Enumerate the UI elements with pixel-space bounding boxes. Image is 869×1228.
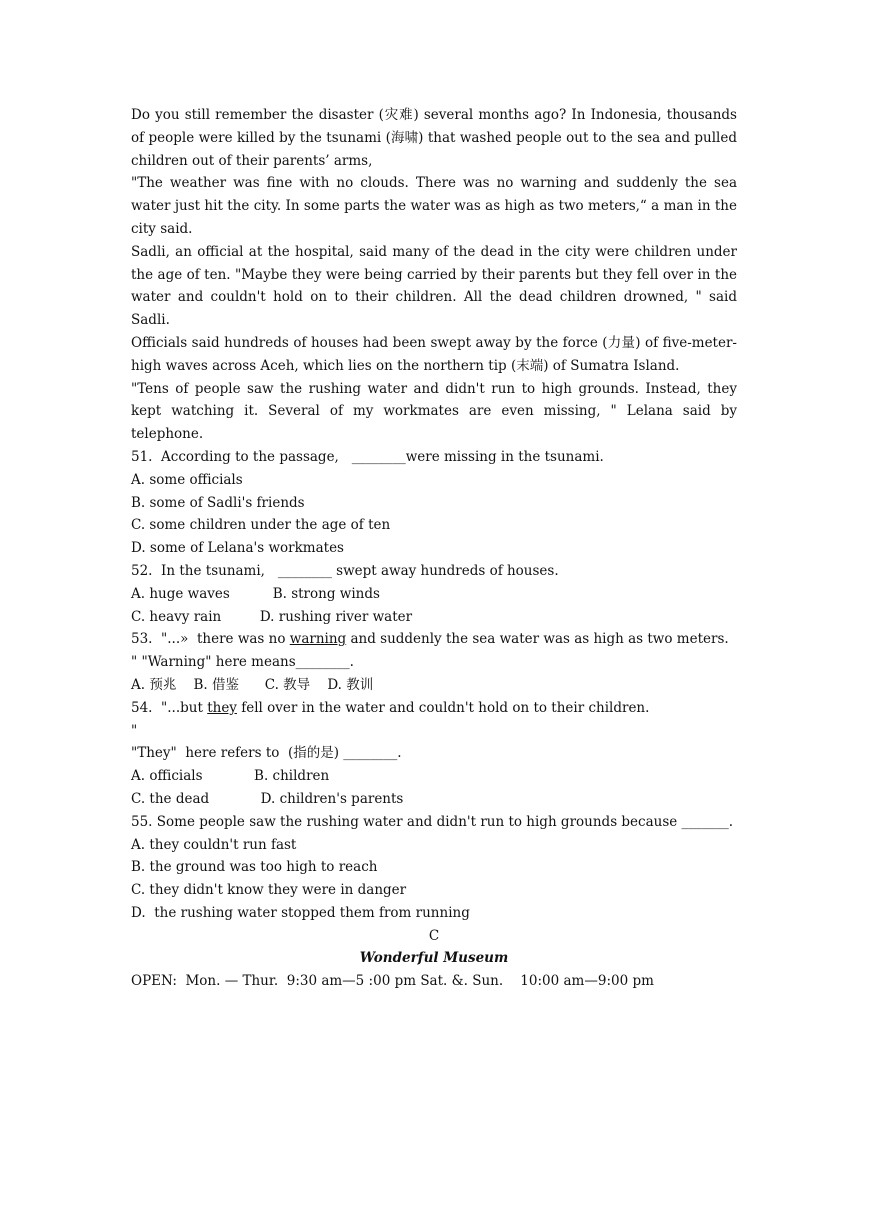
question-54-underlined-word: they — [207, 699, 237, 716]
question-53-options: A. 预兆 B. 借鉴 C. 教导 D. 教训 — [131, 676, 374, 693]
question-54-line-2: " — [131, 722, 138, 739]
passage-paragraph-1: Do you still remember the disaster (灾难) several months ago? In Indonesia, thousands of people were killed by the tsunami (海啸) that washed people out to the sea and pulled children out of their parents’ arms, — [131, 107, 737, 169]
passage-paragraph-4: Officials said hundreds of houses had been swept away by the force (力量) of five-meter-high waves across Aceh, which lies on the northern tip (末端) of Sumatra Island. — [131, 334, 737, 374]
question-55-option-d: D. the rushing water stopped them from running — [131, 904, 470, 921]
question-54-options-cd: C. the dead D. children's parents — [131, 790, 404, 807]
question-51-option-d: D. some of Lelana's workmates — [131, 540, 344, 557]
question-55-option-a: A. they couldn't run fast — [131, 836, 297, 853]
question-53-stem — [131, 628, 737, 651]
question-53-stem-post: and suddenly the sea water was as high as two meters. — [346, 631, 729, 648]
question-53-underlined-word: warning — [289, 631, 347, 648]
question-54-options-ab: A. officials B. children — [131, 768, 330, 785]
question-53-stem-pre: 53. "...» there was no — [131, 631, 290, 648]
question-52-options-ab: A. huge waves B. strong winds — [131, 585, 380, 602]
question-55-option-b: B. the ground was too high to reach — [131, 859, 378, 876]
passage-paragraph-2: "The weather was fine with no clouds. There was no warning and suddenly the sea water just hit the city. In some parts the water was as high as two meters,“ a man in the city said. — [131, 175, 737, 237]
section-c-letter: C — [428, 927, 440, 944]
question-51-option-b: B. some of Sadli's friends — [131, 494, 305, 511]
question-51-option-c: C. some children under the age of ten — [131, 517, 391, 534]
question-51-stem: 51. According to the passage, ________were missing in the tsunami. — [131, 448, 604, 465]
document-content — [131, 104, 737, 993]
passage-paragraph-5: "Tens of people saw the rushing water and didn't run to high grounds. Instead, they kept watching it. Several of my workmates are even missing, " Lelana said by telephone. — [131, 380, 737, 443]
question-53-line-2: " "Warning" here means________. — [131, 654, 354, 671]
question-54-stem-pre: 54. "...but — [131, 699, 208, 716]
question-52-options-cd: C. heavy rain D. rushing river water — [131, 608, 413, 625]
museum-opening-hours: OPEN: Mon. — Thur. 9:30 am—5 :00 pm Sat. &. Sun. 10:00 am—9:00 pm — [131, 973, 654, 990]
question-51-option-a: A. some officials — [131, 471, 243, 488]
question-55-stem: 55. Some people saw the rushing water and didn't run to high grounds because _______. — [131, 813, 734, 830]
question-55-option-c: C. they didn't know they were in danger — [131, 882, 407, 899]
passage-paragraph-3: Sadli, an official at the hospital, said many of the dead in the city were children under the age of ten. "Maybe they were being carried by their parents but they fell over in the water and couldn't hold on to their children. All the dead children drowned, " said Sadli. — [131, 243, 737, 329]
question-54-line-3: "They" here refers to (指的是) ________. — [131, 745, 402, 762]
question-52-stem: 52. In the tsunami, ________ swept away hundreds of houses. — [131, 562, 559, 579]
question-54-stem-post: fell over in the water and couldn't hold on to their children. — [236, 699, 650, 716]
question-54-stem — [131, 697, 737, 720]
museum-title: Wonderful Museum — [359, 950, 509, 967]
